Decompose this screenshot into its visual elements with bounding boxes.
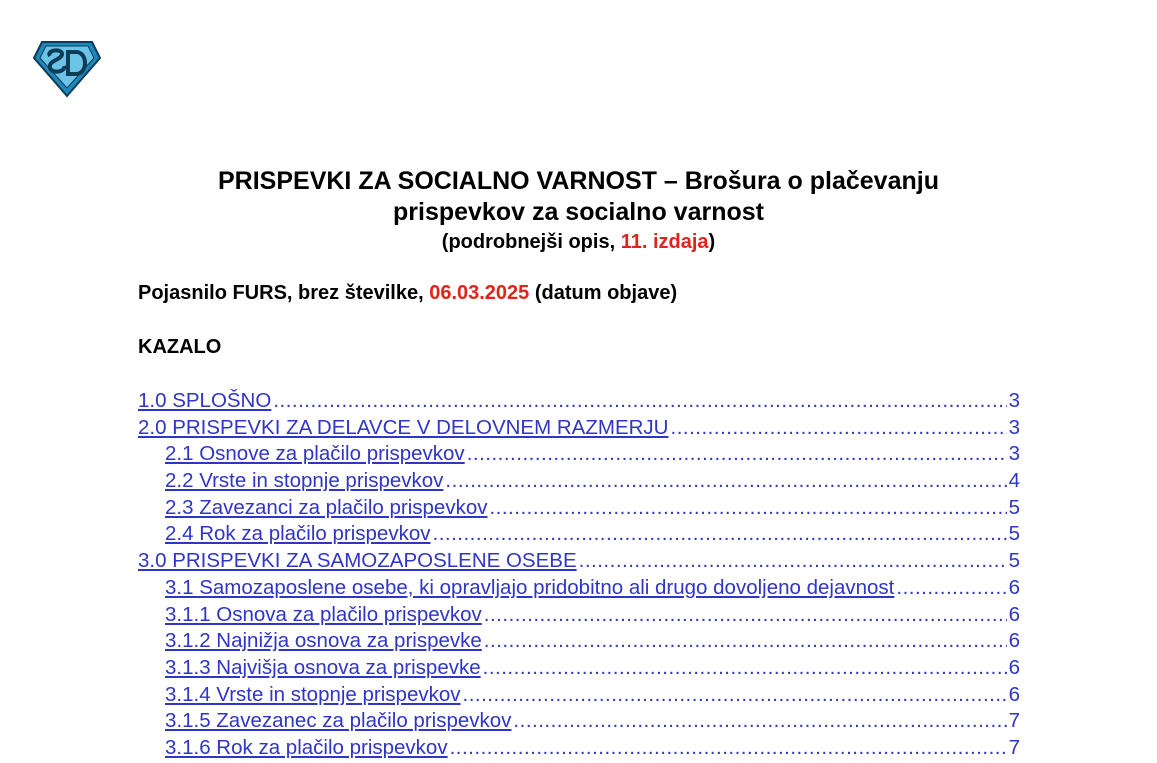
toc-entry-link[interactable]: 2.4 Rok za plačilo prispevkov	[165, 522, 431, 546]
document-title-block	[0, 166, 1157, 256]
toc-page-number[interactable]: 6	[1008, 602, 1020, 626]
toc-entry-link[interactable]: 3.1.1 Osnova za plačilo prispevkov	[165, 602, 482, 626]
toc-entry[interactable]	[138, 683, 1020, 710]
document-title-line2: prispevkov za socialno varnost	[393, 198, 764, 226]
toc-dot-leader	[445, 469, 1006, 493]
toc-entry[interactable]	[138, 416, 1020, 443]
toc-page-number[interactable]: 6	[1008, 655, 1020, 679]
pojasnilo-suffix: (datum objave)	[529, 282, 678, 304]
toc-dot-leader	[483, 656, 1007, 680]
toc-entry[interactable]	[138, 549, 1020, 576]
toc-page-number[interactable]: 3	[1008, 442, 1020, 466]
toc-dot-leader	[273, 389, 1006, 413]
pojasnilo-prefix: Pojasnilo FURS, brez številke,	[138, 282, 430, 304]
toc-entry[interactable]	[138, 656, 1020, 683]
toc-entry-link[interactable]: 2.0 PRISPEVKI ZA DELAVCE V DELOVNEM RAZMERJU	[138, 415, 669, 439]
toc-dot-leader	[450, 736, 1007, 760]
toc-dot-leader	[513, 709, 1006, 733]
toc-entry-link[interactable]: 2.1 Osnove za plačilo prispevkov	[165, 442, 465, 466]
toc-page-number[interactable]: 6	[1008, 629, 1020, 653]
toc-entry-link[interactable]: 3.0 PRISPEVKI ZA SAMOZAPOSLENE OSEBE	[138, 549, 577, 573]
company-logo	[32, 40, 102, 98]
toc-dot-leader	[484, 603, 1007, 627]
toc-entry-link[interactable]: 1.0 SPLOŠNO	[138, 389, 272, 412]
toc-entry[interactable]	[138, 469, 1020, 496]
toc-entry[interactable]	[138, 389, 1020, 416]
publication-date: 06.03.2025	[429, 282, 530, 304]
toc-entry[interactable]	[138, 496, 1020, 523]
toc-page-number[interactable]: 7	[1008, 709, 1020, 733]
toc-entry-link[interactable]: 3.1.6 Rok za plačilo prispevkov	[165, 735, 448, 759]
toc-page-number[interactable]: 3	[1008, 389, 1020, 412]
toc-entry[interactable]	[138, 576, 1020, 603]
toc-dot-leader	[467, 442, 1007, 466]
toc-entry-link[interactable]: 2.3 Zavezanci za plačilo prispevkov	[165, 495, 488, 519]
toc-dot-leader	[433, 522, 1007, 546]
toc-entry-link[interactable]: 3.1 Samozaposlene osebe, ki opravljajo pridobitno ali drugo dovoljeno dejavnost	[165, 575, 895, 599]
toc-dot-leader	[671, 416, 1007, 440]
toc-entry-link[interactable]: 3.1.4 Vrste in stopnje prispevkov	[165, 682, 461, 706]
toc-entry-link[interactable]: 2.2 Vrste in stopnje prispevkov	[165, 469, 444, 493]
toc-dot-leader	[484, 629, 1007, 653]
subtitle-suffix: )	[708, 231, 716, 253]
toc-page-number[interactable]: 4	[1008, 469, 1020, 493]
toc-page-number[interactable]: 6	[1008, 682, 1020, 706]
toc-page-number[interactable]: 5	[1008, 495, 1020, 519]
toc-entry[interactable]	[138, 736, 1020, 763]
toc-entry[interactable]	[138, 522, 1020, 549]
pojasnilo-line	[138, 282, 677, 305]
toc-entry-link[interactable]: 3.1.3 Najvišja osnova za prispevke	[165, 655, 481, 679]
toc-page-number[interactable]: 7	[1008, 735, 1020, 759]
toc-dot-leader	[463, 683, 1007, 707]
toc-entry[interactable]	[138, 603, 1020, 630]
toc-dot-leader	[579, 549, 1007, 573]
toc-page-number[interactable]: 5	[1008, 549, 1020, 573]
document-title-line1: PRISPEVKI ZA SOCIALNO VARNOST – Brošura o plačevanju	[218, 167, 939, 195]
toc-entry-link[interactable]: 3.1.2 Najnižja osnova za prispevke	[165, 629, 482, 653]
toc-entry[interactable]	[138, 709, 1020, 736]
toc-heading: KAZALO	[138, 336, 222, 358]
document-subtitle	[0, 228, 1157, 256]
toc-entry[interactable]	[138, 442, 1020, 469]
toc-dot-leader	[489, 496, 1006, 520]
toc-entry-link[interactable]: 3.1.5 Zavezanec za plačilo prispevkov	[165, 709, 512, 733]
subtitle-prefix: (podrobnejši opis,	[441, 231, 621, 253]
edition-number: 11. izdaja	[620, 231, 709, 253]
toc-page-number[interactable]: 3	[1008, 415, 1020, 439]
toc-dot-leader	[896, 576, 1006, 600]
toc-entry[interactable]	[138, 629, 1020, 656]
toc-page-number[interactable]: 6	[1008, 575, 1020, 599]
table-of-contents	[138, 389, 1020, 763]
toc-page-number[interactable]: 5	[1008, 522, 1020, 546]
